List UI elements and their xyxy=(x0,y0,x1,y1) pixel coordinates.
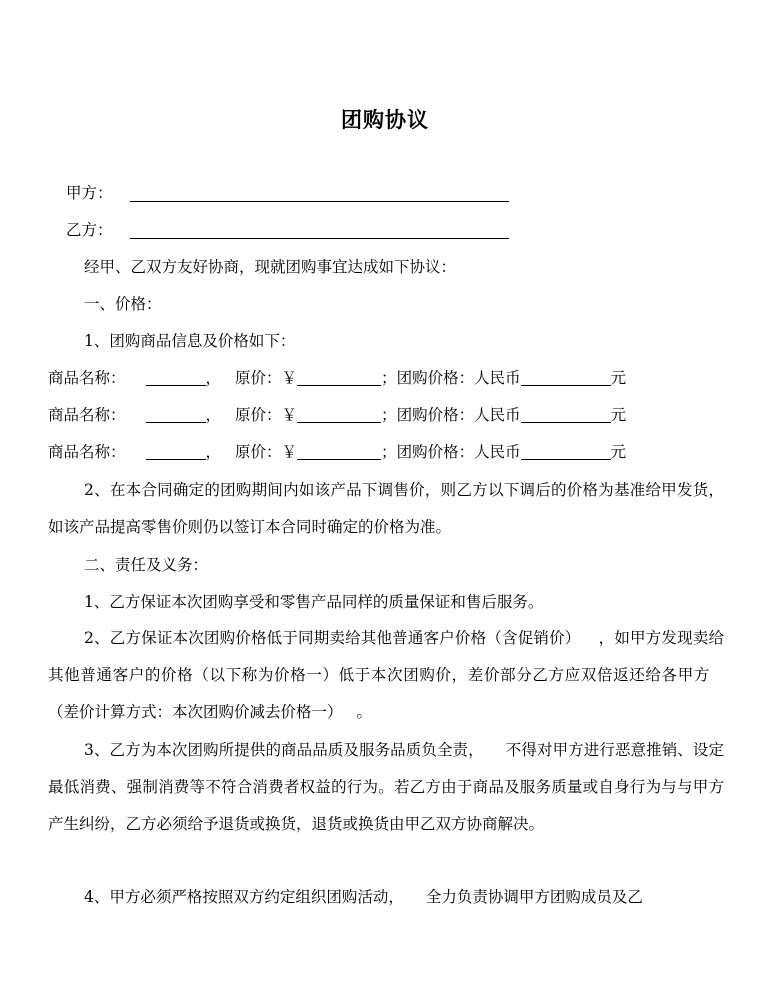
group-price-blank[interactable] xyxy=(521,443,611,460)
duty3-part-a: 3、乙方为本次团购所提供的商品品质及服务品质负全责， xyxy=(84,741,484,759)
duty2-part-b: ，如甲方发现卖给其他普通客户的价格（以下称为价格一）低于本次团购价，差价部分乙方应双倍返还给各甲方 xyxy=(48,629,724,684)
currency-unit: 元 xyxy=(610,443,627,461)
currency-unit: 元 xyxy=(610,406,627,424)
duty4-paragraph xyxy=(48,879,724,916)
item1-text: 1、团购商品信息及价格如下： xyxy=(84,332,296,350)
duty2-part-c: （差价计算方式：本次团购价减去价格一） xyxy=(48,703,343,721)
duty1-text: 1、乙方保证本次团购享受和零售产品同样的质量保证和售后服务。 xyxy=(84,593,544,611)
duty4-part-a: 4、甲方必须严格按照双方约定组织团购活动， xyxy=(84,888,404,906)
original-price-label: 原价：￥ xyxy=(235,443,298,461)
duty3-part-b: 不得对甲方进行恶意推销、设定最低消费、强制消费等不符合消费者权益的行为。若乙方由于商品及服务质量或自身行为与与甲方产生纠纷，乙方必须给予退货或换货，退货或换货由甲乙双方协商解决。 xyxy=(48,741,724,833)
section2-heading: 二、责任及义务： xyxy=(84,556,209,574)
duty4-part-b: 全力负责协调甲方团购成员及乙 xyxy=(425,888,643,906)
original-price-label: 原价：￥ xyxy=(235,369,298,387)
duty2-paragraph xyxy=(48,620,724,731)
product-name-blank[interactable] xyxy=(146,443,206,460)
separator: ， xyxy=(205,406,222,424)
group-price-blank[interactable] xyxy=(521,406,611,423)
item2-paragraph: 2、在本合同确定的团购期间内如该产品下调售价，则乙方以下调后的价格为基准给甲发货，如该产品提高零售价则仍以签订本合同时确定的价格为准。 xyxy=(48,481,724,536)
group-price-label: 团购价格：人民币 xyxy=(396,443,521,461)
product-name-label: 商品名称： xyxy=(48,369,126,387)
product-row xyxy=(48,442,626,462)
duty2-part-a: 2、乙方保证本次团购价格低于同期卖给其他普通客户价格（含促销价） xyxy=(84,629,581,647)
group-price-label: 团购价格：人民币 xyxy=(396,406,521,424)
original-price-label: 原价：￥ xyxy=(235,406,298,424)
separator: ； xyxy=(381,406,397,424)
party-a-blank[interactable] xyxy=(130,201,509,202)
group-price-blank[interactable] xyxy=(521,369,611,386)
party-b-label: 乙方： xyxy=(66,221,113,239)
product-row xyxy=(48,405,626,425)
separator: ； xyxy=(381,443,397,461)
separator: ； xyxy=(381,369,397,387)
product-name-blank[interactable] xyxy=(146,406,206,423)
group-price-label: 团购价格：人民币 xyxy=(396,369,521,387)
original-price-blank[interactable] xyxy=(297,443,381,460)
intro-text: 经甲、乙双方友好协商，现就团购事宜达成如下协议： xyxy=(84,258,457,276)
document-title: 团购协议 xyxy=(341,108,429,132)
product-name-blank[interactable] xyxy=(146,369,206,386)
currency-unit: 元 xyxy=(610,369,627,387)
original-price-blank[interactable] xyxy=(297,406,381,423)
separator: ， xyxy=(205,443,222,461)
section1-heading: 一、价格： xyxy=(84,295,162,313)
separator: ， xyxy=(205,369,222,387)
party-b-blank[interactable] xyxy=(130,238,509,239)
original-price-blank[interactable] xyxy=(297,369,381,386)
duty2-part-d: 。 xyxy=(356,703,373,721)
duty3-paragraph xyxy=(48,732,724,843)
product-name-label: 商品名称： xyxy=(48,406,126,424)
party-a-label: 甲方： xyxy=(66,184,113,202)
product-name-label: 商品名称： xyxy=(48,443,126,461)
product-row xyxy=(48,368,626,388)
